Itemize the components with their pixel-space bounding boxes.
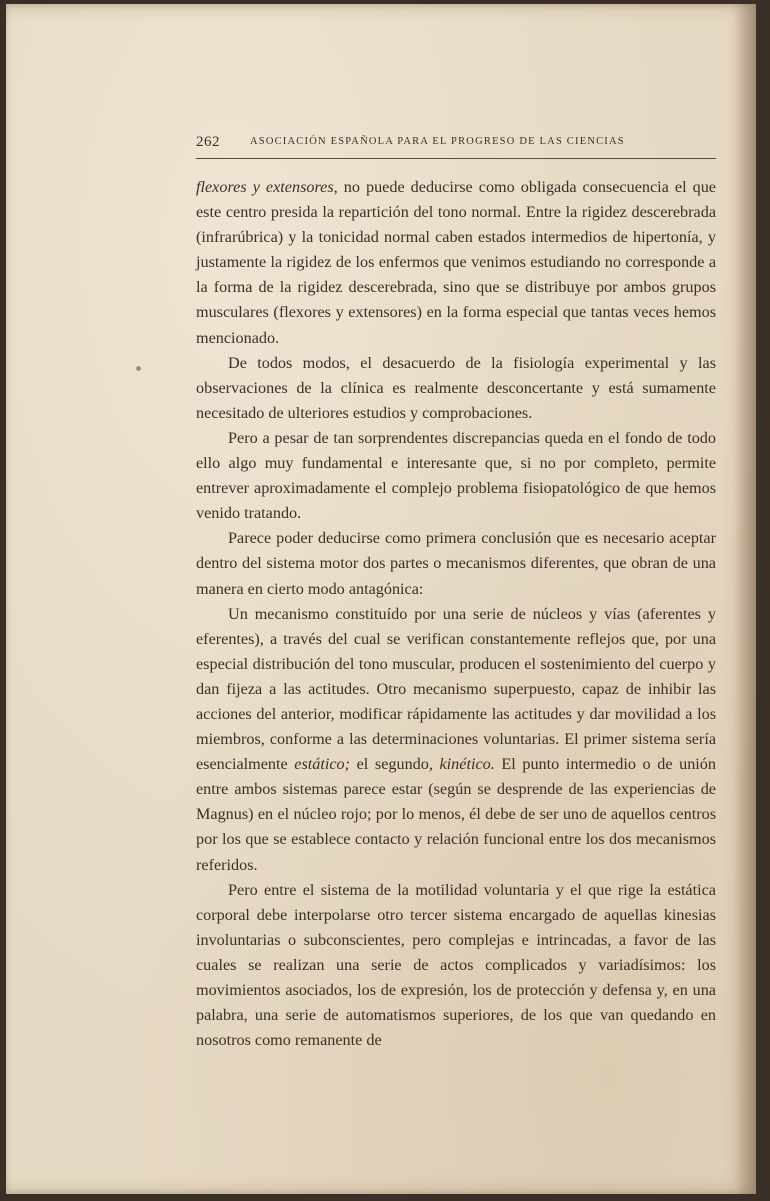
paragraph-text: El punto intermedio o de unión entre ambos sistemas parece estar (según se desprende de las experiencias de Magnus) en el núcleo rojo; por lo menos, él debe de ser uno de aquellos centros por los que se establece contacto y relación funcional entre los dos mecanismos referidos.	[196, 755, 716, 874]
paragraph-4: Parece poder deducirse como primera conclusión que es necesario aceptar dentro del sistema motor dos partes o mecanismos diferentes, que obran de una manera en cierto modo antagónica:	[196, 529, 716, 598]
running-head: ASOCIACIÓN ESPAÑOLA PARA EL PROGRESO DE LAS CIENCIAS	[250, 136, 625, 147]
paragraph-3: Pero a pesar de tan sorprendentes discrepancias queda en el fondo de todo ello algo muy fundamental e interesante que, si no por completo, permite entrever aproximadamente el complejo problema fisiopatológico de que hemos venido tratando.	[196, 428, 716, 523]
page-number: 262	[196, 134, 220, 150]
page-edge-shadow	[734, 4, 756, 1194]
paragraph-text: el segundo,	[350, 755, 440, 774]
page-header	[196, 134, 716, 159]
ink-spot	[136, 366, 141, 371]
paragraph-1	[196, 175, 716, 351]
paragraph-2: De todos modos, el desacuerdo de la fisiología experimental y las observaciones de la clínica es realmente desconcertante y está sumamente necesitado de ulteriores estudios y comprobaciones.	[196, 353, 716, 422]
italic-term-static: estático;	[294, 755, 351, 774]
paragraph-text: no puede deducirse como obligada consecuencia el que este centro presida la repartición del tono normal. Entre la rigidez descerebrada (infrarúbrica) y la tonicidad normal caben estados intermedios de hipertonía, y justamente la rigidez de los enfermos que venimos estudiando no corresponde a la forma de la rigidez descerebrada, sino que se distribuye por ambos grupos musculares (flexores y extensores) en la forma especial que tantas veces hemos mencionado.	[196, 178, 716, 347]
paragraph-text: Un mecanismo constituído por una serie de núcleos y vías (aferentes y eferentes), a través del cual se verifican constantemente reflejos que, por una especial distribución del tono muscular, producen el sostenimiento del cuerpo y dan fijeza a las actitudes. Otro mecanismo superpuesto, capaz de inhibir las acciones del anterior, modificar rápidamente las actitudes y dar movilidad a los miembros, conforme a las determinaciones voluntarias. El primer sistema sería esencialmente	[196, 604, 716, 774]
paragraph-6: Pero entre el sistema de la motilidad voluntaria y el que rige la estática corporal debe interpolarse otro tercer sistema encargado de aquellas kinesias involuntarias o subconscientes, pero complejas e intrincadas, a favor de las cuales se realizan una serie de actos complicados y variadísimos: los movimientos asociados, los de expresión, los de protección y defensa y, en una palabra, una serie de automatismos superiores, de los que van quedando en nosotros como remanente de	[196, 880, 716, 1050]
italic-term-kinetic: kinético.	[439, 755, 495, 774]
paragraph-5	[196, 602, 716, 878]
book-page	[6, 4, 756, 1194]
body-text	[196, 175, 716, 1053]
italic-phrase: flexores y extensores,	[196, 178, 338, 196]
